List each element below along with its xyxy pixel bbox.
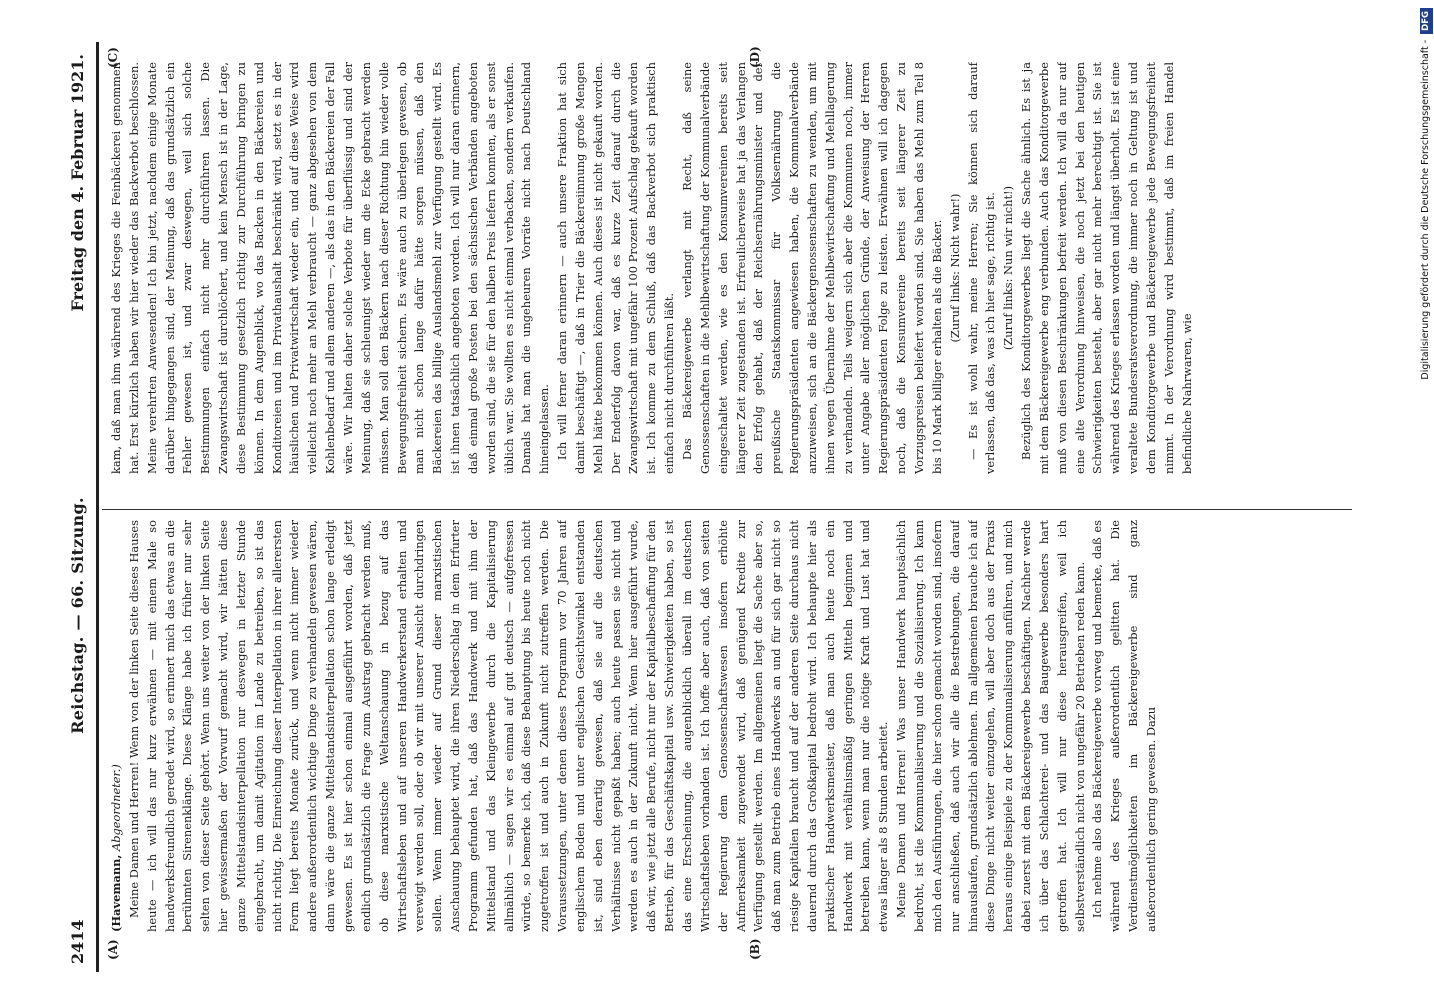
- margin-mark-c: (C): [106, 47, 120, 68]
- column-divider: [102, 509, 1352, 510]
- interjection: (Zuruf links: Nun wir nicht!): [1001, 185, 1016, 351]
- digitization-credit: [1416, 8, 1434, 992]
- speaker-name: (Havemann,: [109, 854, 123, 932]
- dfg-logo: DFG: [1420, 8, 1433, 34]
- right-column: [108, 62, 1348, 474]
- header-rule: [96, 42, 99, 972]
- margin-mark-b: (B): [748, 938, 762, 960]
- margin-mark-a: (A): [106, 939, 120, 960]
- paragraph: Das Bäckereigewerbe verlangt mit Recht, daß seine Genossenschaften in die Mehlbewirtschaftung der Kommunalverbände eingeschaltet werden, wie es den Konsumvereinen bereits seit längerer Zeit zugestanden ist. Erfreulicherweise hat ja das Verlangen den Erfolg gehabt, daß der Reichsernährungsminister und der preußische Staatskommissar für Volksernährung die Regierungspräsidenten angewiesen haben, die Kommunalverbände anzuweisen, sich an die Bäckergenossenschaften zu wenden, um mit ihnen wegen Übernahme der Mehlbewirtschaftung und Mehllagerung zu verhandeln. Teils weigern sich aber die Kommunen noch, immer unter Angabe aller möglichen Gründe, der Anweisung der Herren Regierungspräsidenten Folge zu leisten. Erwähnen will ich dagegen noch, daß die Konsumvereine bereits seit längerer Zeit zu Vorzugspreisen beliefert worden sind. Sie haben das Mehl zum Teil 8 bis 10 Mark billiger erhalten als die Bäcker.: [680, 62, 944, 474]
- paragraph: kam, daß man ihm während des Krieges die Feinbäckerei genommen hat. Erst kürzlich haben wir hier wieder das Backverbot beschlossen. Meine verehrten Anwesenden! Ich bin jetzt, nachdem einige Monate darüber hingegangen sind, der Meinung, daß das grundsätzlich ein Fehler gewesen ist, und zwar deswegen, weil sich solche Bestimmungen einfach nicht mehr durchführen lassen. Die Zwangswirtschaft ist durchlöchert, und kein Mensch ist in der Lage, diese Bestimmung gesetzlich richtig zur Durchführung bringen zu können. In dem Augenblick, wo das Backen in den Bäckereien und Konditoreien und im Privathaushalt beschränkt wird, setzt es in der häuslichen und Privatwirtschaft wieder ein, und auf diese Weise wird vielleicht noch mehr an Mehl verbraucht — ganz abgesehen von dem Kohlenbedarf und allem anderen —, als das in den Bäckereien der Fall wäre. Wir halten daher solche Verbote für überflüssig und sind der Meinung, daß sie schleunigst wieder um die Ecke gebracht werden müssen. Man soll den Bäckern nach dieser Richtung hin wieder volle Bewegungsfreiheit sichern. Es wäre auch zu überlegen gewesen, ob man nicht schon lange dafür hätte sorgen müssen, daß den Bäckereien das billige Auslandsmehl zur Verfügung gestellt wird. Es ist ihnen tatsächlich angeboten worden. Ich will nur daran erinnern, daß einmal große Posten bei den sächsischen Verbänden angeboten worden sind, die sie für den halben Preis liefern konnten, als er sonst üblich war. Sie wollten es nicht einmal verbacken, sondern verkaufen. Damals hat man die ungeheuren Vorräte nicht nach Deutschland hineingelassen.: [109, 62, 552, 474]
- margin-mark-d: (D): [748, 46, 762, 68]
- interjection: (Zuruf links: Nicht wahr!): [947, 193, 962, 343]
- paragraph: Meine Damen und Herren! Was unser Handwerk hauptsächlich bedroht, ist die Kommunalisierung und die Sozialisierung. Ich kann mich den Ausführungen, die hier schon gemacht worden sind, insofern nur anschließen, daß auch wir alle die Bestrebungen, die darauf hinauslaufen, grundsätzlich ablehnen. Im allgemeinen brauche ich auf diese Dinge nicht weiter einzugehen, will aber doch aus der Praxis heraus einige Beispiele zu der Kommunalisierung anführen, und mich dabei zuerst mit dem Bäckereigewerbe beschäftigen. Nachher werde ich über das Schlachterei- und das Baugewerbe besonders hart getroffen hat. Ich will nur diese herausgreifen, weil ich selbstverständlich nicht von ungefähr 20 Betrieben reden kann.: [894, 520, 1087, 932]
- paragraph: Meine Damen und Herren! Wenn von der linken Seite dieses Hauses heute — ich will das nur kurz erwähnen — mit einem Male so handwerksfreundlich geredet wird, so erinnert mich das etwas an die berühmten Sirenenklänge. Diese Klänge habe ich früher nur sehr selten von dieser Seite gehört. Wenn uns weiter von der linken Seite hier gewissermaßen der Vorwurf gemacht wird, wir hätten diese ganze Mittelstandsinterpellation nur deswegen in letzter Stunde eingebracht, um damit Agitation im Lande zu betreiben, so ist das nicht richtig. Die Einreichung dieser Interpellation in ihrer allerersten Form liegt bereits Monate zurück, und wenn nicht immer wieder andere außerordentlich wichtige Dinge zu verhandeln gewesen wären, dann wäre die ganze Mittelstandsinterpellation schon lange erledigt gewesen. Es ist hier schon einmal ausgeführt worden, daß jetzt endlich grundsätzlich die Frage zum Austrag gebracht werden muß, ob diese marxistische Weltanschauung in bezug auf das Wirtschaftsleben und auf unseren Handwerkerstand erhalten und verewigt werden soll, oder ob wir mit unserer Ansicht durchdringen sollen. Wenn immer wieder auf Grund dieser marxistischen Anschauung behauptet wird, die ihren Niederschlag in dem Erfurter Programm gefunden hat, daß das Handwerk und mit ihm der Mittelstand und das Kleingewerbe durch die Kapitalisierung allmählich — sagen wir es einmal auf gut deutsch — aufgefressen würde, so bemerke ich, daß diese Behauptung bis heute noch nicht zugetroffen ist und auch in Zukunft nicht zutreffen werden. Die Voraussetzungen, unter denen dieses Programm vor 70 Jahren auf englischem Boden und unter englischen Gesichtswinkel entstanden ist, sind eben derartig gewesen, daß sie auf die deutschen Verhältnisse nicht gepaßt haben; auch heute passen sie nicht und werden es auch in der Zukunft nicht. Wenn hier ausgeführt wurde, daß wir, wie jetzt alle Berufe, nicht nur der Kapitalbeschaffung für den Betrieb, für das Geschäftskapital usw. Schwierigkeiten haben, so ist das eine Erscheinung, die augenblicklich überall im deutschen Wirtschaftsleben vorhanden ist. Ich hoffe aber auch, daß von seiten der Regierung dem Genossenschaftswesen insofern erhöhte Aufmerksamkeit zugewendet wird, daß genügend Kredite zur Verfügung gestellt werden. Im allgemeinen liegt die Sache aber so, daß man zum Betrieb eines Handwerks an und für sich gar nicht so riesige Kapitalien braucht und auf der anderen Seite durchaus nicht dauernd durch das Großkapital bedroht wird. Ich behaupte hier als praktischer Handwerksmeister, daß man auch heute noch ein Handwerk mit verhältnismäßig geringen Mitteln beginnen und betreiben kann, wenn man nur die nötige Kraft und Lust hat und etwas länger als 8 Stunden arbeitet.: [126, 520, 891, 932]
- paragraph: Bezüglich des Konditorgewerbes liegt die Sache ähnlich. Es ist ja mit dem Bäckereigewerbe eng verbunden. Auch das Konditorgewerbe muß von diesen Beschränkungen befreit werden. Ich will da nur auf eine alte Verordnung hinweisen, die noch jetzt bei den heutigen Schwierigkeiten besteht, aber gar nicht mehr berechtigt ist. Sie ist während des Krieges erlassen worden und längst überholt. Es ist eine veraltete Bundesratsverordnung, die immer noch in Geltung ist und dem Konditorgewerbe und Bäckereigewerbe jede Bewegungsfreiheit nimmt. In der Verordnung wird bestimmt, daß im freien Handel befindliche Nahrwaren, wie: [1019, 62, 1194, 474]
- page-header: [62, 54, 92, 964]
- left-column: [108, 520, 1348, 932]
- session-date: Freitag den 4. Februar 1921.: [67, 54, 87, 312]
- session-title: Reichstag. — 66. Sitzung.: [67, 497, 87, 734]
- paragraph: Ich will ferner daran erinnern — auch unsere Fraktion hat sich damit beschäftigt —, daß in Trier die Bäckereiinnung große Mengen Mehl hätte bekommen können. Auch dieses ist nicht gekauft worden. Der Enderfolg davon war, daß es kurze Zeit darauf durch die Zwangswirtschaft mit ungefähr 100 Prozent Aufschlag gekauft worden ist. Ich komme zu dem Schluß, daß das Backverbot sich praktisch einfach nicht durchführen läßt.: [555, 62, 677, 474]
- page-number: 2414: [67, 919, 87, 964]
- credit-text: Digitalisierung gefördert durch die Deutsche Forschungsgemeinschaft -: [1420, 39, 1431, 380]
- paragraph: Ich nehme also das Bäckereigewerbe vorweg und bemerke, daß es während des Krieges außerordentlich gelitten hat. Die Verdienstmöglichkeiten im Bäckereigewerbe sind ganz außerordentlich gering gewesen. Dazu: [1090, 520, 1158, 932]
- paragraph: — Es ist wohl wahr, meine Herren; Sie können sich darauf verlassen, daß das, was ich hier sage, richtig ist.: [965, 62, 998, 474]
- speaker-role: Abgeordneter.): [109, 764, 123, 851]
- document-page: [50, 42, 1380, 972]
- speaker-line: [108, 520, 126, 932]
